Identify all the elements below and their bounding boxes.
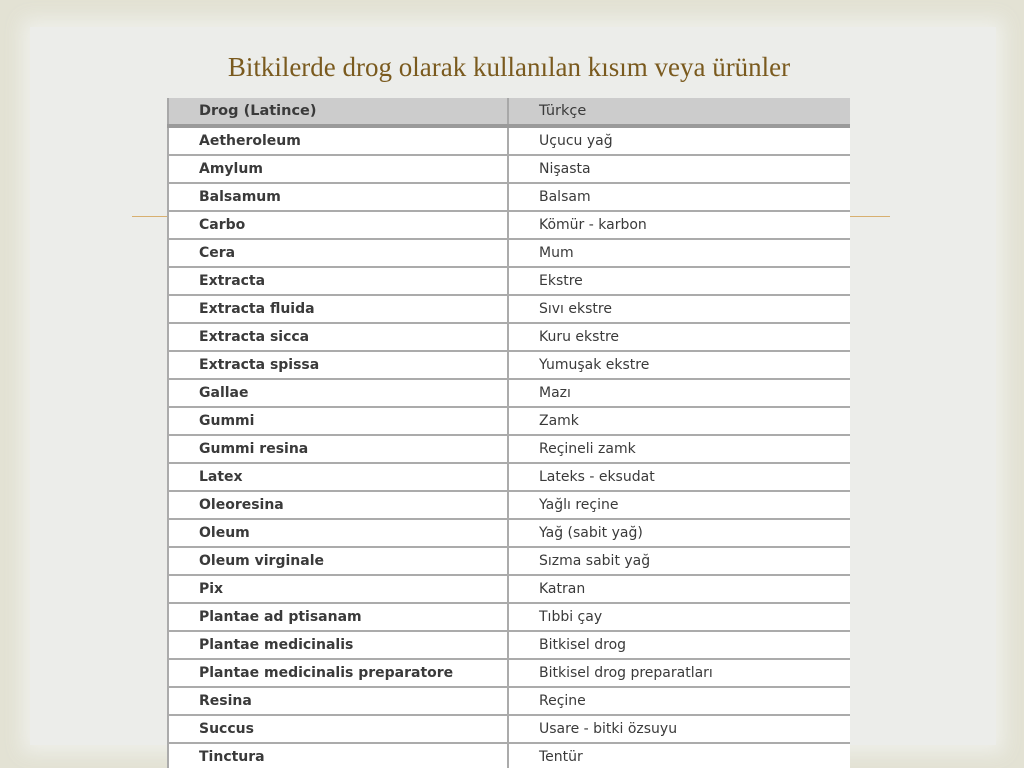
cell-turkish-name: Reçine bbox=[508, 687, 850, 715]
cell-turkish-name: Zamk bbox=[508, 407, 850, 435]
table-body bbox=[168, 126, 850, 768]
cell-turkish-name: Sıvı ekstre bbox=[508, 295, 850, 323]
table-row bbox=[168, 575, 850, 603]
cell-latin-name: Gummi bbox=[168, 407, 508, 435]
cell-turkish-name: Katran bbox=[508, 575, 850, 603]
cell-latin-name: Oleum bbox=[168, 519, 508, 547]
table-header-row bbox=[168, 98, 850, 126]
table-row bbox=[168, 519, 850, 547]
table-row bbox=[168, 267, 850, 295]
cell-latin-name: Latex bbox=[168, 463, 508, 491]
cell-turkish-name: Uçucu yağ bbox=[508, 126, 850, 155]
cell-turkish-name: Tıbbi çay bbox=[508, 603, 850, 631]
table-row bbox=[168, 491, 850, 519]
slide-title: Bitkilerde drog olarak kullanılan kısım veya ürünler bbox=[227, 52, 791, 82]
cell-turkish-name: Ekstre bbox=[508, 267, 850, 295]
cell-turkish-name: Tentür bbox=[508, 743, 850, 768]
table-row bbox=[168, 715, 850, 743]
table-row bbox=[168, 659, 850, 687]
cell-latin-name: Gallae bbox=[168, 379, 508, 407]
table-row bbox=[168, 379, 850, 407]
table-row bbox=[168, 547, 850, 575]
cell-turkish-name: Nişasta bbox=[508, 155, 850, 183]
table-row bbox=[168, 435, 850, 463]
drug-table bbox=[167, 98, 850, 768]
cell-latin-name: Extracta sicca bbox=[168, 323, 508, 351]
accent-line-left bbox=[132, 216, 170, 217]
table-row bbox=[168, 183, 850, 211]
cell-latin-name: Carbo bbox=[168, 211, 508, 239]
cell-turkish-name: Reçineli zamk bbox=[508, 435, 850, 463]
cell-latin-name: Amylum bbox=[168, 155, 508, 183]
table-row bbox=[168, 323, 850, 351]
cell-latin-name: Oleum virginale bbox=[168, 547, 508, 575]
table-row bbox=[168, 295, 850, 323]
cell-latin-name: Oleoresina bbox=[168, 491, 508, 519]
table-row bbox=[168, 463, 850, 491]
table-row bbox=[168, 603, 850, 631]
cell-turkish-name: Kuru ekstre bbox=[508, 323, 850, 351]
cell-turkish-name: Balsam bbox=[508, 183, 850, 211]
cell-latin-name: Balsamum bbox=[168, 183, 508, 211]
cell-latin-name: Plantae medicinalis bbox=[168, 631, 508, 659]
column-header-turkish: Türkçe bbox=[508, 98, 850, 126]
cell-turkish-name: Yağ (sabit yağ) bbox=[508, 519, 850, 547]
cell-turkish-name: Lateks - eksudat bbox=[508, 463, 850, 491]
cell-turkish-name: Mum bbox=[508, 239, 850, 267]
table-row bbox=[168, 687, 850, 715]
cell-turkish-name: Yumuşak ekstre bbox=[508, 351, 850, 379]
cell-latin-name: Resina bbox=[168, 687, 508, 715]
cell-turkish-name: Yağlı reçine bbox=[508, 491, 850, 519]
table-row bbox=[168, 126, 850, 155]
table-row bbox=[168, 211, 850, 239]
cell-latin-name: Pix bbox=[168, 575, 508, 603]
cell-latin-name: Aetheroleum bbox=[168, 126, 508, 155]
cell-latin-name: Plantae ad ptisanam bbox=[168, 603, 508, 631]
table-row bbox=[168, 239, 850, 267]
cell-turkish-name: Usare - bitki özsuyu bbox=[508, 715, 850, 743]
cell-turkish-name: Sızma sabit yağ bbox=[508, 547, 850, 575]
cell-latin-name: Extracta spissa bbox=[168, 351, 508, 379]
cell-latin-name: Tinctura bbox=[168, 743, 508, 768]
cell-latin-name: Extracta bbox=[168, 267, 508, 295]
cell-latin-name: Gummi resina bbox=[168, 435, 508, 463]
accent-line-right bbox=[848, 216, 890, 217]
column-header-latin: Drog (Latince) bbox=[168, 98, 508, 126]
cell-latin-name: Cera bbox=[168, 239, 508, 267]
cell-latin-name: Plantae medicinalis preparatore bbox=[168, 659, 508, 687]
cell-latin-name: Succus bbox=[168, 715, 508, 743]
cell-turkish-name: Bitkisel drog bbox=[508, 631, 850, 659]
table-row bbox=[168, 407, 850, 435]
cell-turkish-name: Mazı bbox=[508, 379, 850, 407]
table-container bbox=[167, 98, 850, 768]
table-row bbox=[168, 351, 850, 379]
table-row bbox=[168, 155, 850, 183]
cell-turkish-name: Kömür - karbon bbox=[508, 211, 850, 239]
table-row bbox=[168, 631, 850, 659]
cell-latin-name: Extracta fluida bbox=[168, 295, 508, 323]
table-row bbox=[168, 743, 850, 768]
cell-turkish-name: Bitkisel drog preparatları bbox=[508, 659, 850, 687]
